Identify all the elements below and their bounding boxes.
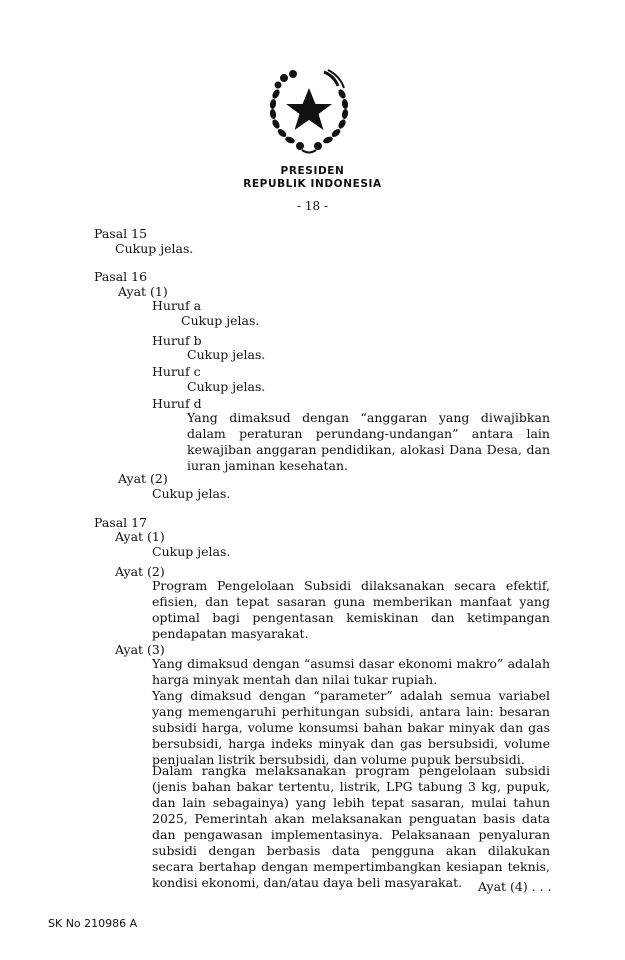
pasal-17-title: Pasal 17 [94,515,148,530]
pasal-17-ayat-1-text: Cukup jelas. [152,544,231,559]
pasal-15-title: Pasal 15 [94,226,148,241]
pasal-16-ayat-2-label: Ayat (2) [118,471,168,486]
pasal-17-ayat-3-paragraph-3: Dalam rangka melaksanakan program pengelolaan subsidi (jenis bahan bakar tertentu, listrik, LPG tabung 3 kg, pupuk, dan lain sebagainya) yang lebih tepat sasaran, mulai tahun 2025, Pemerintah akan melaksanakan penguatan basis data dan pengawasan implementasinya. Pelaksanaan penyaluran subsidi dengan berbasis data pengguna akan dilakukan secara bertahap dengan mempertimbangkan kesiapan teknis, kondisi ekonomi, dan/atau daya beli masyarakat. [152,763,550,890]
pasal-16-ayat-1-label: Ayat (1) [118,284,168,299]
header-line-republik: REPUBLIK INDONESIA [243,178,382,190]
huruf-c-label: Huruf c [152,364,201,379]
pasal-17-ayat-1-label: Ayat (1) [115,529,165,544]
pasal-17-ayat-3-label: Ayat (3) [115,642,165,657]
huruf-d-text: Yang dimaksud dengan “anggaran yang diwajibkan dalam peraturan perundang-undangan” antara lain kewajiban anggaran pendidikan, alokasi Dana Desa, dan iuran jaminan kesehatan. [187,410,550,473]
pasal-17-ayat-3-paragraph-2: Yang dimaksud dengan “parameter” adalah semua variabel yang memengaruhi perhitungan subsidi, antara lain: besaran subsidi harga, volume konsumsi bahan bakar minyak dan gas bersubsidi, harga indeks minyak dan gas bersubsidi, volume penjualan listrik bersubsidi, dan volume pupuk bersubsidi. [152,688,550,767]
pasal-17-ayat-2-text: Program Pengelolaan Subsidi dilaksanakan secara efektif, efisien, dan tepat sasaran guna memberikan manfaat yang optimal bagi pengentasan kemiskinan dan ketimpangan pendapatan masyarakat. [152,578,550,641]
pasal-16-title: Pasal 16 [94,269,148,284]
huruf-c-text: Cukup jelas. [187,379,266,394]
pasal-15-text: Cukup jelas. [115,241,194,256]
huruf-b-label: Huruf b [152,333,202,348]
page-number: - 18 - [296,199,328,213]
footer-serial-number: SK No 210986 A [48,917,138,930]
pasal-17-ayat-2-label: Ayat (2) [115,564,165,579]
huruf-a-label: Huruf a [152,298,202,313]
huruf-b-text: Cukup jelas. [187,347,266,362]
emblem [266,66,352,156]
huruf-d-label: Huruf d [152,396,202,411]
pasal-16-ayat-2-text: Cukup jelas. [152,486,231,501]
continuation-marker: Ayat (4) . . . [478,879,552,894]
pasal-17-ayat-3-paragraph-1: Yang dimaksud dengan “asumsi dasar ekonomi makro” adalah harga minyak mentah dan nilai tukar rupiah. [152,656,550,687]
huruf-a-text: Cukup jelas. [181,313,260,328]
garuda-star-emblem-icon [266,66,352,156]
header-line-presiden: PRESIDEN [280,165,345,177]
